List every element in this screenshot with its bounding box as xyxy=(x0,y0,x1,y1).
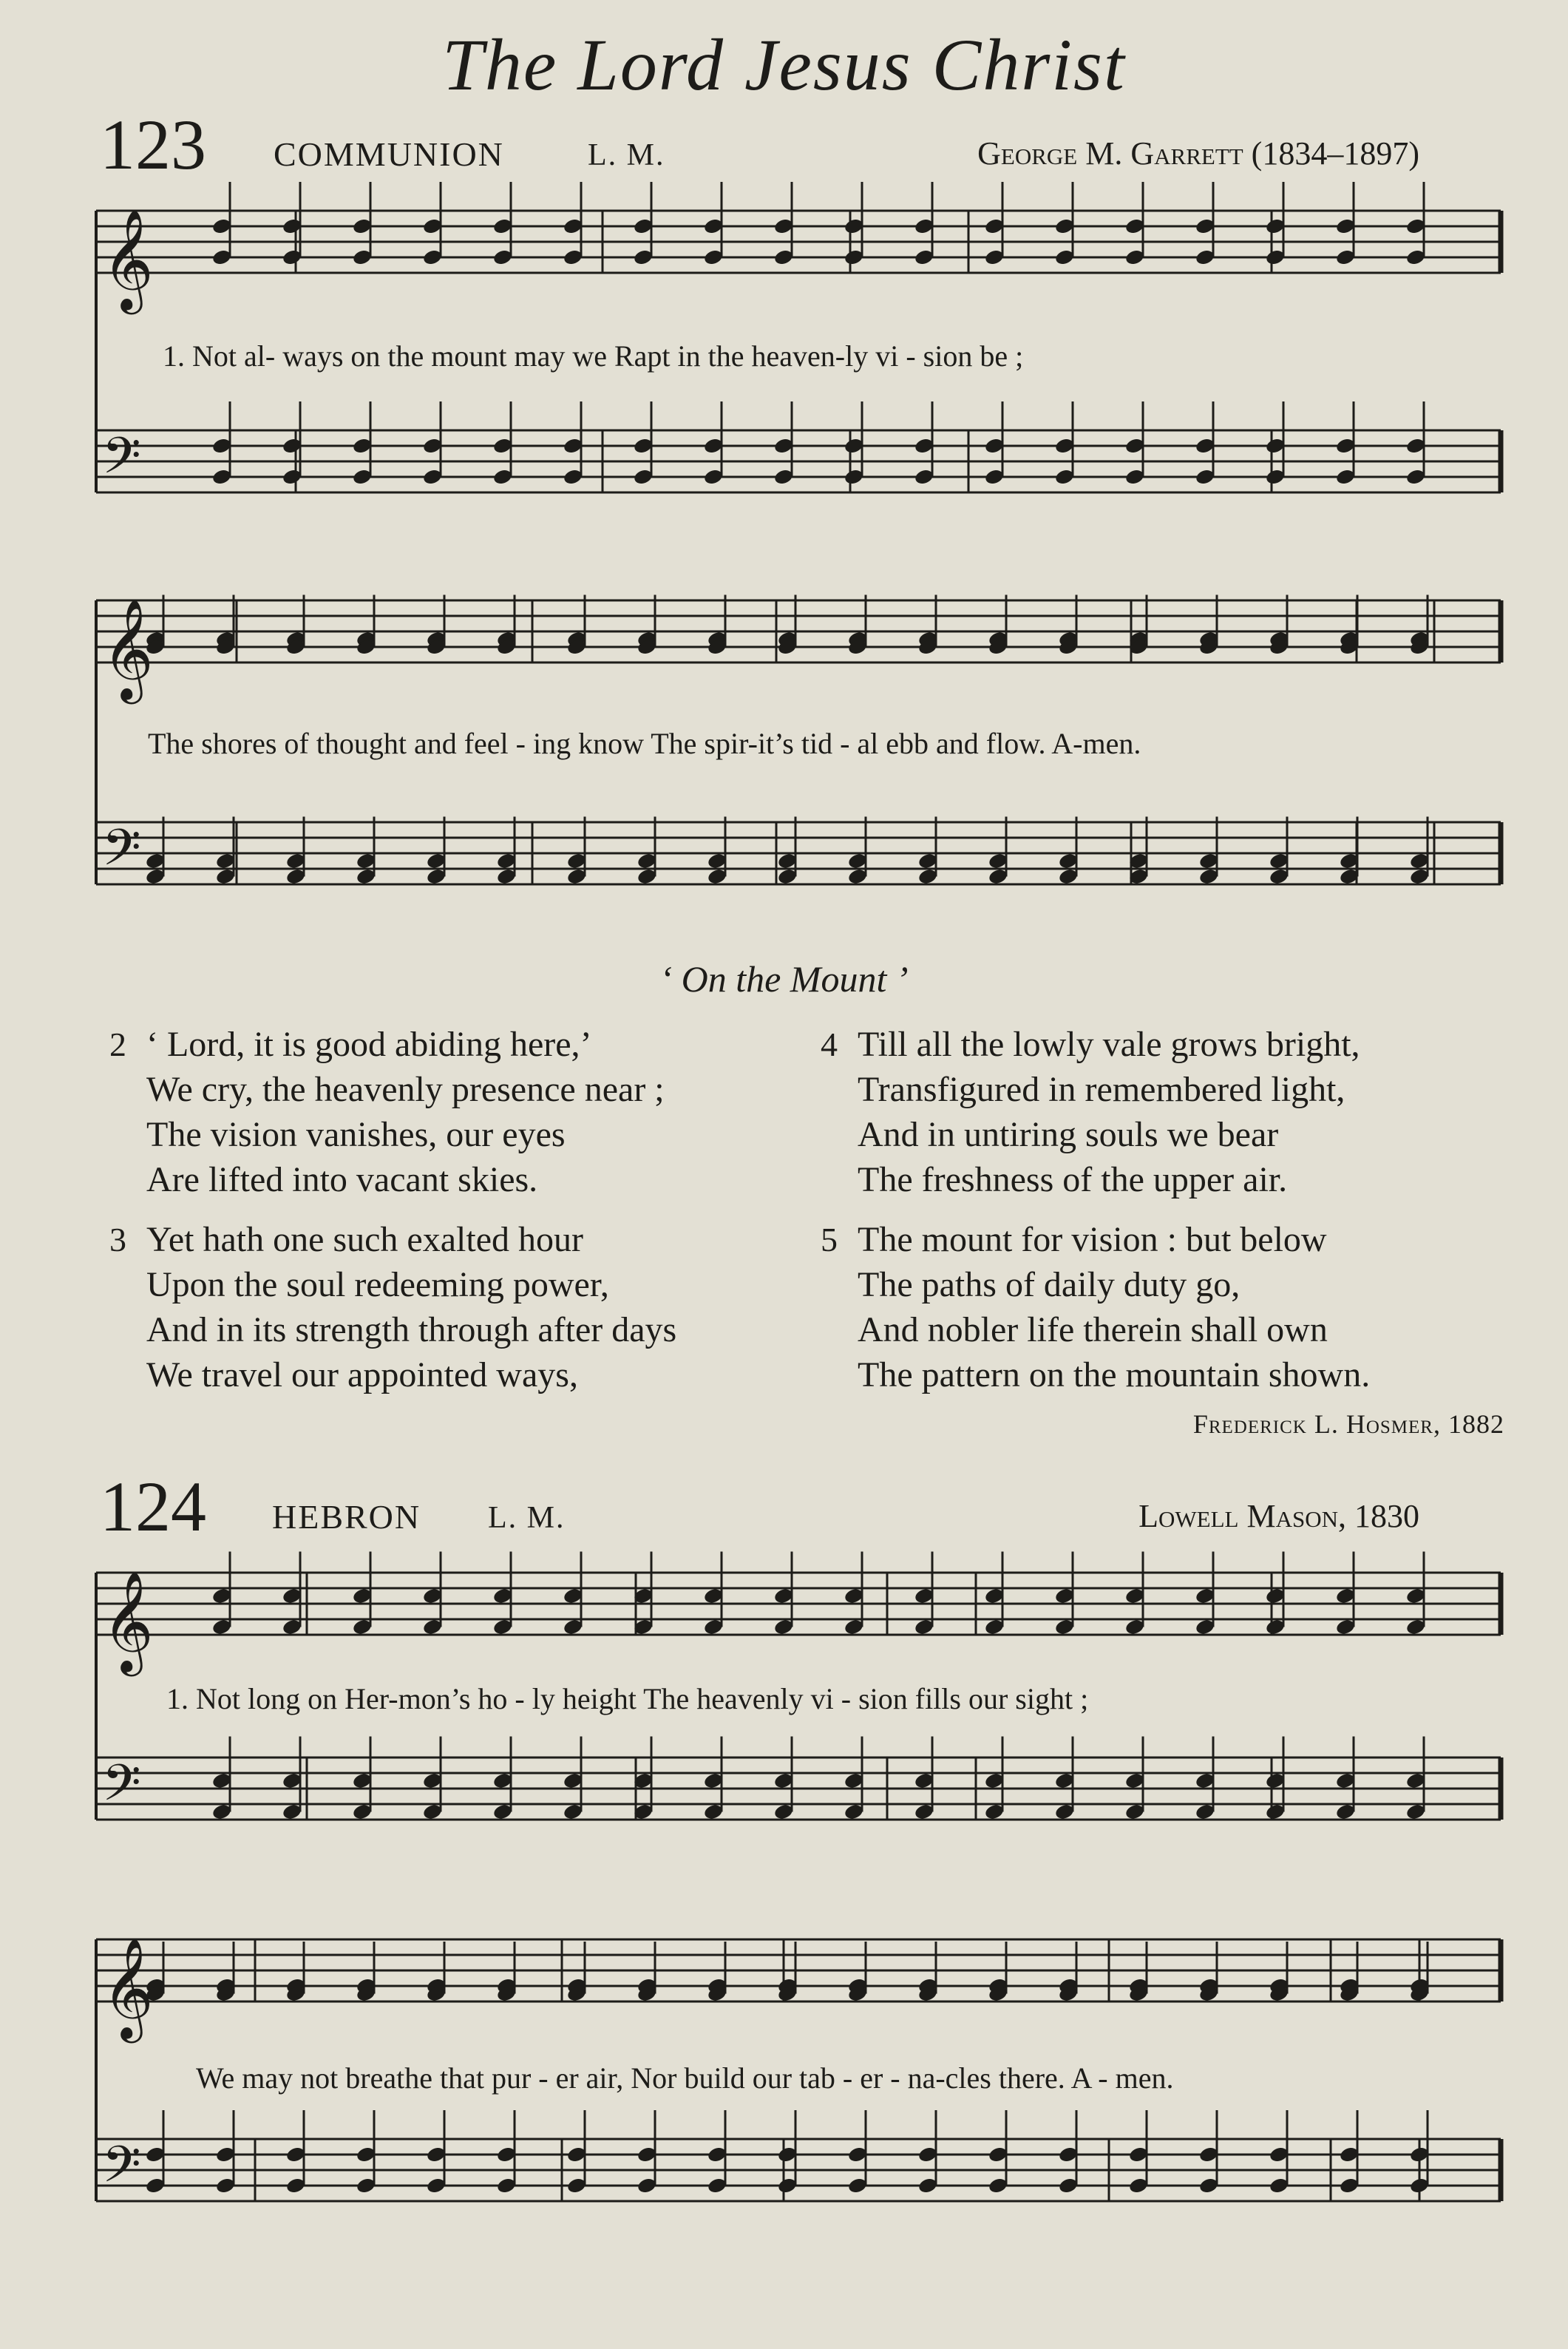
svg-text:𝄢: 𝄢 xyxy=(102,427,141,498)
verse-line: And in untiring souls we bear xyxy=(858,1115,1279,1154)
svg-text:𝄞: 𝄞 xyxy=(102,1936,154,2038)
lyrics-line: We may not breathe that pur - er air, Nor build our tab - er - na-cles there. A - men. xyxy=(196,2061,1174,2095)
verse-number: 4 xyxy=(821,1026,838,1063)
section-title: ‘ On the Mount ’ xyxy=(659,958,909,1000)
hymn-number: 123 xyxy=(100,105,206,184)
svg-text:𝄞: 𝄞 xyxy=(102,597,154,699)
verse-line: The freshness of the upper air. xyxy=(858,1160,1288,1199)
meter: L. M. xyxy=(488,1501,566,1535)
verse-number: 2 xyxy=(109,1026,126,1063)
verse-line: We cry, the heavenly presence near ; xyxy=(146,1070,665,1109)
verse-number: 5 xyxy=(821,1221,838,1258)
composer: George M. Garrett (1834–1897) xyxy=(977,135,1419,172)
lyrics-line: 1. Not long on Her-mon’s ho - ly height The heavenly vi - sion fills our sight ; xyxy=(166,1682,1089,1715)
verse-line: The pattern on the mountain shown. xyxy=(858,1355,1371,1394)
verse-line: ‘ Lord, it is good abiding here,’ xyxy=(146,1025,592,1064)
lyrics-line: 1. Not al- ways on the mount may we Rapt in the heaven-ly vi - sion be ; xyxy=(163,339,1024,373)
hymn-number: 124 xyxy=(100,1467,206,1546)
tune-name: HEBRON xyxy=(272,1498,421,1536)
author-credit: Frederick L. Hosmer, 1882 xyxy=(1192,1409,1504,1439)
verse-line: The mount for vision : but below xyxy=(858,1220,1327,1259)
verse-line: Are lifted into vacant skies. xyxy=(146,1160,538,1199)
meter: L. M. xyxy=(588,138,665,172)
page-title: The Lord Jesus Christ xyxy=(442,24,1126,106)
svg-text:𝄞: 𝄞 xyxy=(102,1570,154,1672)
svg-text:𝄢: 𝄢 xyxy=(102,1755,141,1825)
lyrics-line: The shores of thought and feel - ing know The spir-it’s tid - al ebb and flow. A-men. xyxy=(148,727,1141,760)
verse-line: The vision vanishes, our eyes xyxy=(146,1115,566,1154)
verse-line: And nobler life therein shall own xyxy=(858,1310,1328,1349)
composer: Lowell Mason, 1830 xyxy=(1138,1498,1419,1534)
verse-line: We travel our appointed ways, xyxy=(146,1355,578,1394)
svg-text:𝄢: 𝄢 xyxy=(102,819,141,889)
verse-line: Yet hath one such exalted hour xyxy=(146,1220,583,1259)
verse-line: Upon the soul redeeming power, xyxy=(146,1265,609,1304)
verse-line: Till all the lowly vale grows bright, xyxy=(858,1025,1360,1064)
svg-text:𝄞: 𝄞 xyxy=(102,208,154,310)
verse-number: 3 xyxy=(109,1221,126,1258)
verse-line: And in its strength through after days xyxy=(146,1310,677,1349)
verse-line: Transfigured in remembered light, xyxy=(858,1070,1345,1109)
svg-text:𝄢: 𝄢 xyxy=(102,2136,141,2206)
verse-line: The paths of daily duty go, xyxy=(858,1265,1241,1304)
tune-name: COMMUNION xyxy=(274,135,504,173)
